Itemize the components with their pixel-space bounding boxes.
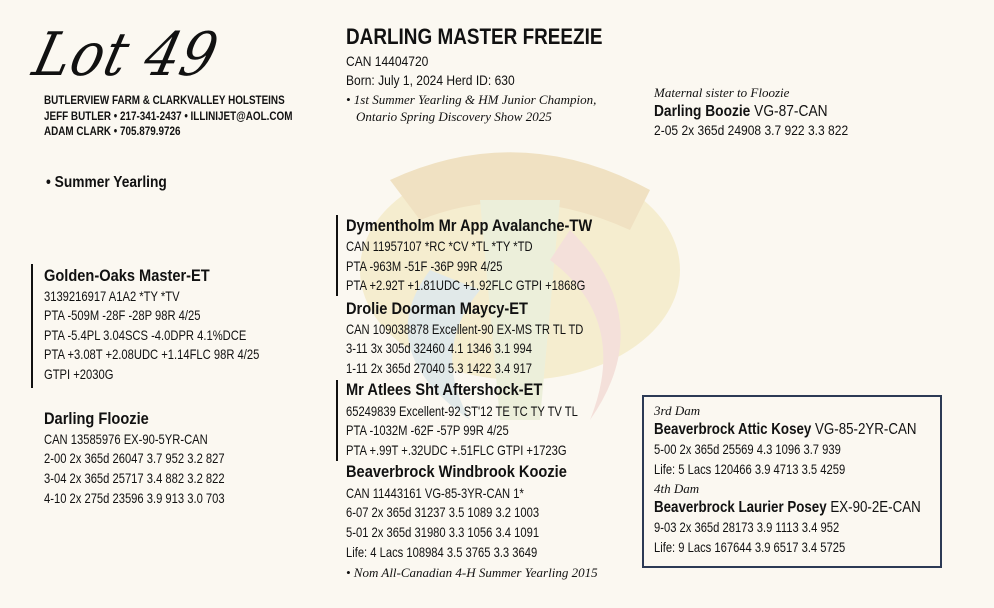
animal-registration: CAN 14404720 bbox=[346, 53, 429, 69]
animal-name: DARLING MASTER FREEZIE bbox=[346, 24, 603, 49]
lot-title: Lot 49 bbox=[26, 20, 226, 90]
sire-dam-line-2: 3-11 3x 305d 32460 4.1 1346 3.1 994 bbox=[346, 340, 532, 356]
farm-contact-2: ADAM CLARK • 705.879.9726 bbox=[44, 126, 181, 138]
fourth-dam-score: EX-90-2E-CAN bbox=[826, 499, 921, 516]
third-dam-label: 3rd Dam bbox=[654, 403, 701, 418]
sire-sire-name: Dymentholm Mr App Avalanche-TW bbox=[346, 216, 593, 235]
dam-sire-line-2: PTA -1032M -62F -57P 99R 4/25 bbox=[346, 422, 509, 438]
dam-line-3: 3-04 2x 365d 25717 3.4 882 3.2 822 bbox=[44, 470, 225, 486]
dam-sire-line-3: PTA +.99T +.32UDC +.51FLC GTPI +1723G bbox=[346, 442, 567, 458]
farm-name: BUTLERVIEW FARM & CLARKVALLEY HOLSTEINS bbox=[44, 95, 285, 107]
dam-dam-line-4: Life: 4 Lacs 108984 3.5 3765 3.3 3649 bbox=[346, 544, 538, 560]
sire-line-2: PTA -509M -28F -28P 98R 4/25 bbox=[44, 307, 201, 323]
sire-name: Golden-Oaks Master-ET bbox=[44, 266, 210, 285]
fourth-dam-label: 4th Dam bbox=[654, 481, 700, 496]
sire-line-3: PTA -5.4PL 3.04SCS -4.0DPR 4.1%DCE bbox=[44, 327, 247, 343]
fourth-dam-name-line bbox=[654, 497, 921, 519]
third-dam-name-line bbox=[654, 419, 917, 441]
sire-line-5: GTPI +2030G bbox=[44, 366, 114, 382]
dam-name: Darling Floozie bbox=[44, 409, 149, 428]
sire-sire-line-1: CAN 11957107 *RC *CV *TL *TY *TD bbox=[346, 238, 533, 254]
class-label: • Summer Yearling bbox=[46, 174, 167, 191]
maternal-sister-name-line bbox=[654, 101, 828, 123]
dam-sire-name: Mr Atlees Sht Aftershock-ET bbox=[346, 380, 543, 399]
dam-dam-award: • Nom All-Canadian 4-H Summer Yearling 2015 bbox=[346, 565, 598, 580]
sire-sire-bracket bbox=[336, 215, 338, 296]
dam-dam-line-2: 6-07 2x 365d 31237 3.5 1089 3.2 1003 bbox=[346, 504, 540, 520]
sire-line-1: 3139216917 A1A2 *TY *TV bbox=[44, 288, 180, 304]
animal-born: Born: July 1, 2024 Herd ID: 630 bbox=[346, 72, 515, 88]
third-dam-line-1: 5-00 2x 365d 25569 4.3 1096 3.7 939 bbox=[654, 441, 841, 457]
fourth-dam-line-1: 9-03 2x 365d 28173 3.9 1113 3.4 952 bbox=[654, 519, 840, 535]
fourth-dam-name: Beaverbrock Laurier Posey bbox=[654, 499, 827, 516]
sire-dam-line-3: 1-11 2x 365d 27040 5.3 1422 3.4 917 bbox=[346, 360, 532, 376]
animal-award-line-1: • 1st Summer Yearling & HM Junior Champion, bbox=[346, 92, 597, 107]
dam-sire-bracket bbox=[336, 380, 338, 461]
dam-line-1: CAN 13585976 EX-90-5YR-CAN bbox=[44, 431, 208, 447]
dam-dam-line-1: CAN 11443161 VG-85-3YR-CAN 1* bbox=[346, 485, 524, 501]
dam-line-2: 2-00 2x 365d 26047 3.7 952 3.2 827 bbox=[44, 450, 225, 466]
fourth-dam-line-2: Life: 9 Lacs 167644 3.9 6517 3.4 5725 bbox=[654, 539, 846, 555]
sire-dam-name: Drolie Doorman Maycy-ET bbox=[346, 299, 528, 318]
maternal-sister-name: Darling Boozie bbox=[654, 103, 751, 120]
sire-sire-line-2: PTA -963M -51F -36P 99R 4/25 bbox=[346, 258, 503, 274]
maternal-sister-record: 2-05 2x 365d 24908 3.7 922 3.3 822 bbox=[654, 122, 849, 138]
sire-sire-line-3: PTA +2.92T +1.81UDC +1.92FLC GTPI +1868G bbox=[346, 277, 586, 293]
dam-dam-line-3: 5-01 2x 365d 31980 3.3 1056 3.4 1091 bbox=[346, 524, 540, 540]
third-dam-name: Beaverbrock Attic Kosey bbox=[654, 421, 812, 438]
farm-contact-1: JEFF BUTLER • 217-341-2437 • ILLINIJET@AOL.COM bbox=[44, 110, 293, 123]
dam-sire-line-1: 65249839 Excellent-92 ST'12 TE TC TY TV TL bbox=[346, 403, 578, 419]
farm-info bbox=[44, 94, 292, 141]
sire-dam-line-1: CAN 109038878 Excellent-90 EX-MS TR TL TD bbox=[346, 321, 584, 337]
third-dam-score: VG-85-2YR-CAN bbox=[811, 421, 917, 438]
sire-line-4: PTA +3.08T +2.08UDC +1.14FLC 98R 4/25 bbox=[44, 346, 260, 362]
dam-line-4: 4-10 2x 275d 23596 3.9 913 3.0 703 bbox=[44, 490, 225, 506]
third-dam-line-2: Life: 5 Lacs 120466 3.9 4713 3.5 4259 bbox=[654, 461, 846, 477]
maternal-sister-label: Maternal sister to Floozie bbox=[654, 85, 790, 100]
maternal-sister-score: VG-87-CAN bbox=[750, 103, 828, 120]
sire-bracket-line bbox=[31, 264, 33, 388]
dam-dam-name: Beaverbrock Windbrook Koozie bbox=[346, 462, 567, 481]
animal-award-line-2: Ontario Spring Discovery Show 2025 bbox=[356, 109, 552, 124]
